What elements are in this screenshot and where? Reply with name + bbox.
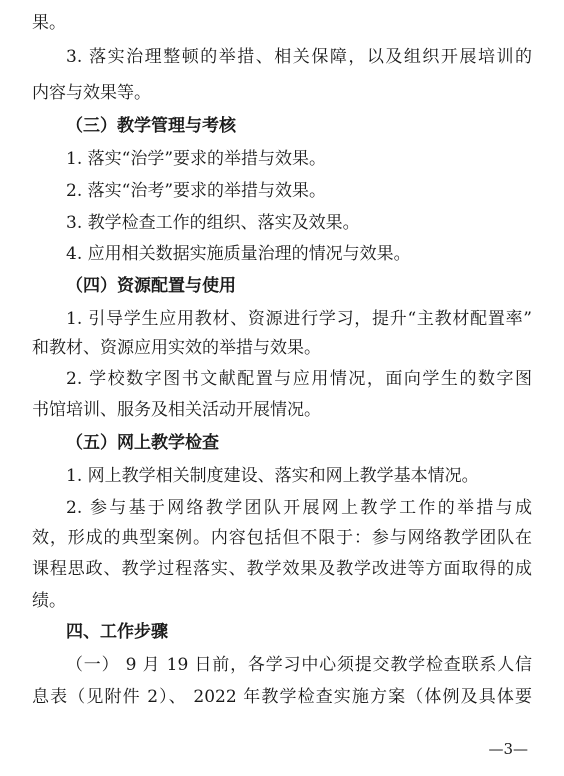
list-item-2: 2. 学校数字图书文献配置与应用情况，面向学生的数字图 <box>66 369 532 389</box>
list-item-1: 1. 引导学生应用教材、资源进行学习，提升“主教材配置率” <box>66 309 532 329</box>
list-item-2: 2. 参与基于网络教学团队开展网上教学工作的举措与成 <box>66 498 532 518</box>
page-number: —3— <box>488 740 528 758</box>
text-line: 息表（见附件 2）、 2022 年教学检查实施方案（体例及具体要 <box>32 687 532 707</box>
step-item-1: （一） 9 月 19 日前，各学习中心须提交教学检查联系人信 <box>66 655 532 675</box>
list-item-3: 3. 落实治理整顿的举措、相关保障，以及组织开展培训的 <box>66 47 532 67</box>
text-line: 内容与效果等。 <box>32 83 151 103</box>
list-item-3: 3. 教学检查工作的组织、落实及效果。 <box>66 213 360 233</box>
text-line: 绩。 <box>32 591 66 611</box>
list-item-4: 4. 应用相关数据实施质量治理的情况与效果。 <box>66 244 411 264</box>
section-heading-4: （四）资源配置与使用 <box>66 276 236 296</box>
chapter-heading-4: 四、工作步骤 <box>66 622 168 642</box>
list-item-2: 2. 落实“治考”要求的举措与效果。 <box>66 181 327 201</box>
text-line: 和教材、资源应用实效的举措与效果。 <box>32 338 321 358</box>
list-item-1: 1. 网上教学相关制度建设、落实和网上教学基本情况。 <box>66 466 479 486</box>
text-line: 果。 <box>32 13 66 33</box>
text-line: 书馆培训、服务及相关活动开展情况。 <box>32 400 321 420</box>
section-heading-3: （三）教学管理与考核 <box>66 116 236 136</box>
text-line: 效，形成的典型案例。内容包括但不限于：参与网络教学团队在 <box>32 528 532 548</box>
list-item-1: 1. 落实“治学”要求的举措与效果。 <box>66 149 327 169</box>
section-heading-5: （五）网上教学检查 <box>66 433 219 453</box>
text-line: 课程思政、教学过程落实、教学效果及教学改进等方面取得的成 <box>32 559 532 579</box>
